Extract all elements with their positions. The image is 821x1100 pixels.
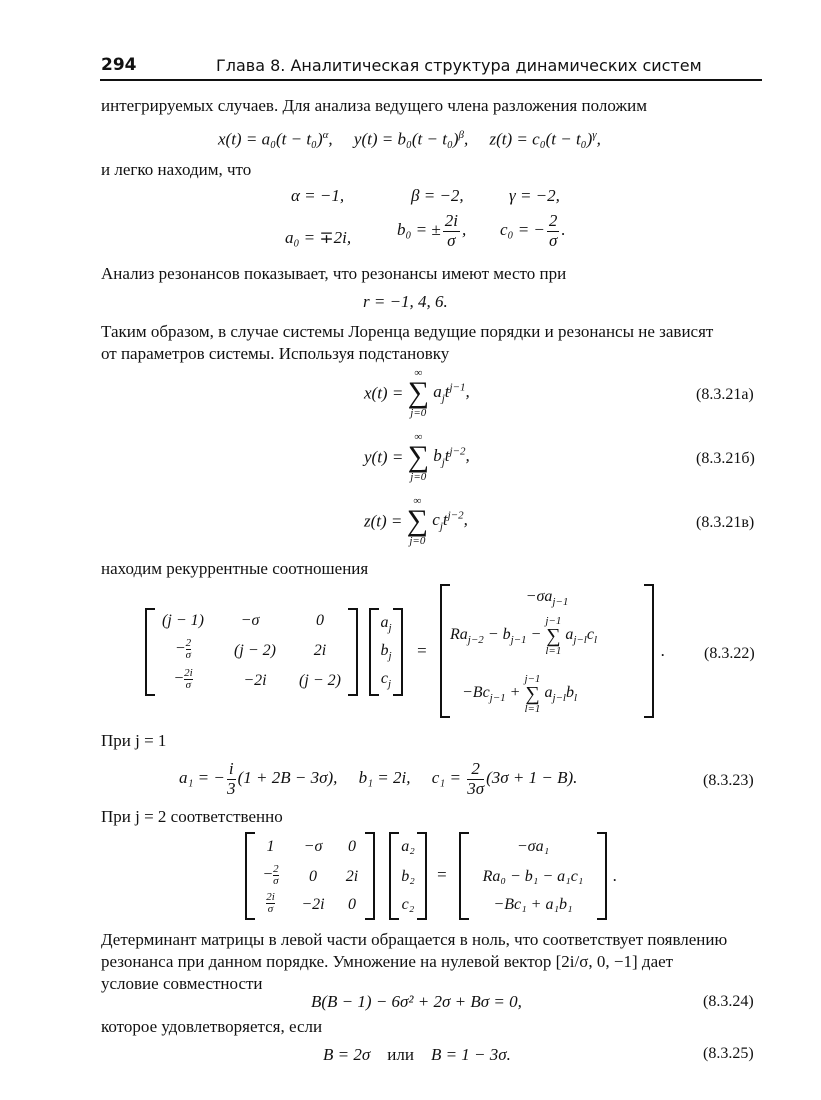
eq-compatibility: B(B − 1) − 6σ² + 2σ + Bσ = 0, (311, 992, 522, 1011)
eq-label-8-3-23: (8.3.23) (703, 772, 754, 789)
v1-b: $b_j$ (380, 642, 392, 663)
rhs1-row3 (462, 674, 652, 715)
v2-a: a₂ (401, 838, 415, 855)
eq-label-8-3-25: (8.3.25) (703, 1045, 754, 1062)
rhs1-row1-a: −σa (525, 588, 553, 605)
c1-num: 2 (467, 760, 484, 780)
m2-r1c1: 1 (266, 838, 275, 855)
c1-rest: (3σ + 1 − B). (486, 768, 578, 788)
eq-x: x(t) = a₀(t − t₀) (218, 129, 323, 149)
v1-c-sym: c (380, 670, 389, 687)
eq-z: z(t) = c₀(t − t₀) (489, 129, 593, 149)
series-z-power: t (442, 510, 448, 530)
rhs1-row2-c: − b (483, 626, 511, 644)
rhs1-row2-a: Ra (450, 626, 468, 644)
v1-a: $a_j$ (380, 614, 392, 635)
series-y-idx: j (441, 456, 445, 469)
rhs1-row2-term2-sub: l (593, 634, 598, 647)
rhs1-row3-term-sub: j−l (552, 692, 566, 705)
paragraph-4-line-2: от параметров системы. Используя подстановку (101, 344, 450, 363)
paragraph-7: которое удовлетворяется, если (101, 1017, 323, 1036)
rhs1-row2-term: a (565, 626, 574, 644)
m2-r3c1-num: 2i (266, 891, 275, 903)
series-x-idx: j (441, 392, 445, 405)
rhs1-row3-term2-sub: l (573, 692, 578, 705)
c0-num: 2 (548, 211, 558, 230)
rhs1-row2-sum-top: j−1 (545, 615, 562, 627)
eq-label-8-3-22: (8.3.22) (704, 645, 755, 662)
a1-lhs: a₁ = − (179, 768, 225, 788)
resonances: r = −1, 4, 6. (363, 292, 448, 311)
eq-label-8-3-21b: (8.3.21б) (696, 450, 755, 467)
rhs1-row2-term-sub: j−l (573, 634, 587, 647)
series-x-exp: j−1 (449, 381, 466, 394)
b0-value: b₀ = ± $\frac{2i}{\sigma}$ , (397, 211, 467, 250)
m1-r2c1-num: 2 (185, 637, 192, 649)
rhs1-row1 (440, 588, 654, 608)
eq-label-8-3-21a: (8.3.21а) (696, 386, 754, 403)
a1-rest: (1 + 2B − 3σ), (237, 768, 338, 788)
m1-r3c1-num: 2i (184, 667, 193, 679)
m1-r2c1: − $\frac{2}{\sigma}$ (174, 637, 192, 661)
m2-r3c2: −2i (301, 896, 325, 913)
rhs1-row2-sum-bot: l=1 (545, 645, 562, 657)
paragraph-2: и легко находим, что (101, 160, 252, 179)
c0-lhs: c₀ = − (500, 220, 545, 240)
series-z: z(t) = ∞ ∑ j=0 $c_jt^{j-2}$, (364, 495, 468, 547)
header-rule (100, 79, 762, 81)
m1-r2c3: 2i (313, 642, 327, 659)
eq-label-8-3-24: (8.3.24) (703, 993, 754, 1010)
series-x-lhs: x(t) = (364, 383, 404, 403)
m1-r1c1: (j − 1) (162, 612, 204, 629)
c0-value: c₀ = − $\frac{2}{\sigma}$ . (500, 211, 566, 250)
sum-z-sup: ∞ (413, 495, 422, 507)
equation-leading-order: $x(t) = a_0(t - t_0)^\alpha$, $y(t) = b_0(t - t_0)^\beta$, $z(t) = c_0(t - t_0)^\gamma$, (218, 129, 601, 149)
eq-y: y(t) = b₀(t − t₀) (353, 129, 459, 149)
gamma-value: γ = −2, (509, 186, 560, 205)
eq-j1 (179, 760, 577, 798)
m1-r3c1: − $\frac{2i}{\sigma}$ (173, 667, 193, 691)
m2-r3c1-den: σ (267, 903, 274, 915)
rhs2-row3: −Bc₁ + a₁b₁ (493, 896, 573, 913)
paragraph-6-line-2: резонанса при данном порядке. Умножение на нулевой вектор [2i/σ, 0, −1] дает (101, 952, 674, 971)
series-y-power: t (444, 446, 450, 466)
eq-final-right: B = 1 − 3σ. (430, 1045, 511, 1064)
eq-final-left: B = 2σ (323, 1045, 371, 1064)
paragraph-4-line-1: Таким образом, в случае системы Лоренца ведущие порядки и резонансы не зависят (101, 322, 714, 341)
series-z-lhs: z(t) = (364, 511, 403, 531)
sum-x-sup: ∞ (414, 367, 423, 379)
sum-z: ∞ ∑ j=0 (406, 495, 429, 547)
matrix-2 (245, 832, 375, 920)
m2-r3c3: 0 (348, 896, 356, 913)
b0-den: σ (447, 230, 456, 250)
paragraph-1: интегрируемых случаев. Для анализа ведущего члена разложения положим (101, 96, 648, 115)
v2-c: c₂ (401, 896, 415, 913)
b0-num: 2i (444, 211, 458, 230)
rhs1-row3-sum-bot: l=1 (524, 703, 541, 715)
m2-r2c1-den: σ (273, 875, 279, 887)
m2-r3c1 (253, 892, 288, 915)
rhs2-row2: Ra₀ − b₁ − a₁c₁ (482, 868, 584, 885)
rhs1-row3-b: j−1 (489, 692, 506, 705)
sum-x: ∞ ∑ j=0 (407, 367, 429, 419)
sum-y: ∞ ∑ j=0 (407, 431, 429, 483)
rhs1-row3-a: −Bc (462, 684, 490, 702)
rhs1-row3-sum: j−1 ∑ l=1 (524, 673, 541, 715)
rhs-vector-2 (459, 832, 607, 920)
alpha-value: α = −1, (291, 186, 345, 205)
eq-y-exp: β (458, 129, 465, 141)
page-number: 294 (101, 55, 137, 75)
paragraph-6-line-3: условие совместности (101, 974, 263, 993)
sum-z-sub: j=0 (409, 534, 426, 547)
sum-y-sup: ∞ (414, 431, 423, 443)
m1-r2c1-den: σ (185, 649, 192, 661)
eq-x-exp: α (322, 129, 329, 141)
paragraph-5: находим рекуррентные соотношения (101, 559, 369, 578)
series-z-idx: j (439, 520, 443, 533)
series-x-term: a (433, 382, 442, 402)
rhs1-row2-e: − (526, 626, 542, 644)
rhs1-row2-term2: c (586, 626, 594, 644)
rhs1-row2-b: j−2 (467, 634, 484, 647)
rhs1-row2 (450, 616, 650, 657)
m1-r3c3: (j − 2) (299, 672, 341, 689)
m2-r2c1: − $\frac{2}{\sigma}$ (262, 863, 279, 887)
rhs1-row2-sum: j−1 ∑ l=1 (545, 615, 562, 657)
c1-lhs: c₁ = (431, 768, 461, 788)
rhs1-row3-term2: b (565, 684, 574, 702)
series-y-term: b (433, 446, 442, 466)
beta-value: β = −2, (411, 186, 464, 205)
m2-r2c3: 2i (345, 868, 359, 885)
c1-den: 3σ (467, 778, 485, 798)
rhs1-row3-c: + (505, 684, 521, 702)
vector-1 (369, 608, 403, 696)
paragraph-3: Анализ резонансов показывает, что резонансы имеют место при (101, 264, 567, 283)
m1-r1c3: 0 (316, 612, 324, 629)
v1-b-sym: b (380, 642, 389, 659)
paragraph-6-line-1: Детерминант матрицы в левой части обращается в ноль, что соответствует появлению (101, 930, 728, 949)
sum-y-sub: j=0 (410, 470, 427, 483)
series-y-exp: j−2 (449, 445, 466, 458)
m1-r2c2: (j − 2) (234, 642, 276, 659)
v1-a-sym: a (380, 614, 389, 631)
a0-value: a₀ = ∓2i, (285, 228, 352, 247)
b0-lhs: b₀ = ± (397, 220, 441, 240)
a1-den: 3 (226, 778, 236, 798)
m2-r1c2: −σ (303, 838, 323, 855)
matrix-1 (145, 608, 358, 696)
at-j2: При j = 2 соответственно (101, 807, 283, 826)
m1-r3c1-den: σ (185, 679, 192, 691)
vector-2 (389, 832, 427, 920)
series-y: y(t) = ∞ ∑ j=0 $b_jt^{j-2}$, (364, 431, 470, 483)
series-z-term: c (432, 510, 440, 530)
rhs1-row3-term: a (544, 684, 553, 702)
v2-b: b₂ (401, 868, 415, 885)
series-z-exp: j−2 (447, 509, 464, 522)
m2-r2c1-num: 2 (273, 863, 279, 875)
series-x: x(t) = ∞ ∑ j=0 $a_jt^{j-1}$, (364, 367, 470, 419)
rhs1-row1-sub: j−1 (552, 596, 569, 609)
eq-final (323, 1045, 511, 1065)
at-j1: При j = 1 (101, 731, 167, 750)
m1-r3c2: −2i (243, 672, 267, 689)
m2-r2c2: 0 (309, 868, 317, 885)
b1-value: b₁ = 2i, (358, 768, 411, 788)
chapter-title: Глава 8. Аналитическая структура динамических систем (216, 56, 702, 75)
rhs-vector-1 (440, 584, 654, 718)
m2-r1c3: 0 (348, 838, 356, 855)
a1-num: i (228, 759, 234, 778)
eq-final-or: или (387, 1045, 414, 1064)
rhs1-row2-d: j−1 (510, 634, 527, 647)
eq-z-exp: γ (592, 129, 597, 141)
rhs2-row1: −σa₁ (516, 838, 550, 855)
m1-r1c2: −σ (240, 612, 260, 629)
eq-label-8-3-21v: (8.3.21в) (696, 514, 755, 531)
series-x-power: t (444, 382, 450, 402)
series-y-lhs: y(t) = (364, 447, 404, 467)
c0-den: σ (548, 230, 558, 250)
v1-c: $c_j$ (380, 670, 392, 691)
rhs1-row3-sum-top: j−1 (524, 673, 541, 685)
sum-x-sub: j=0 (410, 406, 427, 419)
